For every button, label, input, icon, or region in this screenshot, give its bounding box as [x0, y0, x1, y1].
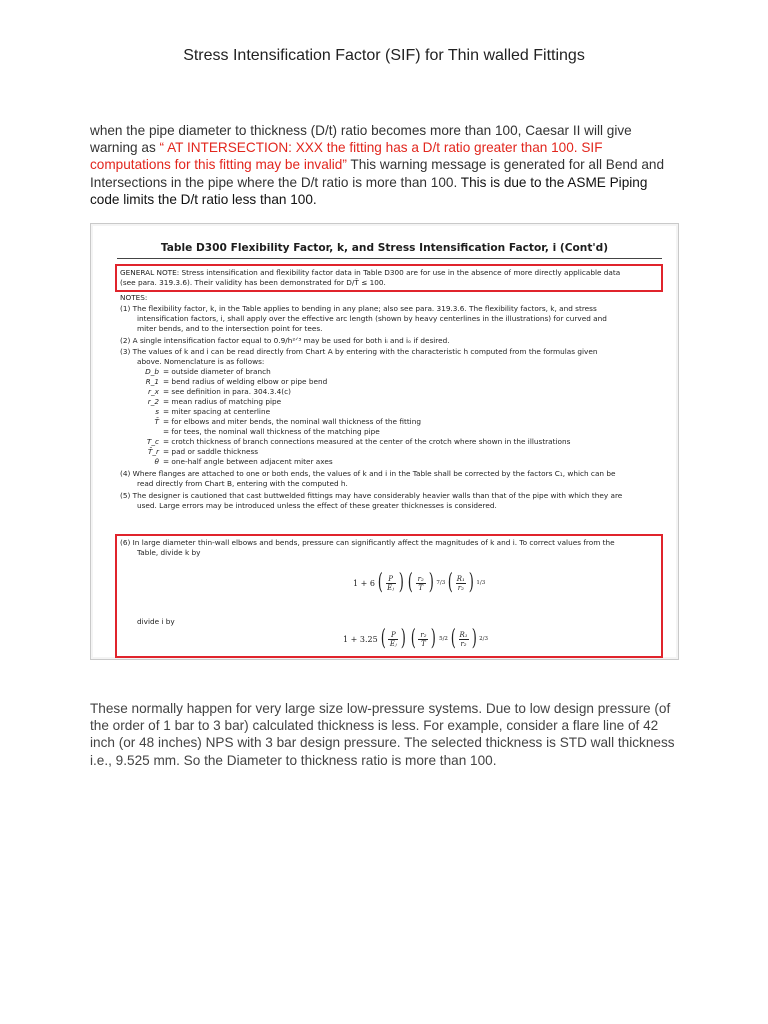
- k-correction-formula: 1 + 6 ( $\frac{P}{\text{Eⱼ}}$ ) ( $\frac{\text{r₂}}{T̄}$ ) 7/3 ( $\frac{\text{R₁}}{\text{r₂}}$ ) 1/3: [353, 570, 486, 595]
- note-3-line-2: above. Nomenclature is as follows:: [137, 357, 265, 366]
- figure-divider: [117, 258, 662, 259]
- nomenclature-row: = for tees, the nominal wall thickness of the matching pipe: [163, 427, 380, 436]
- intro-text: when the pipe diameter to thickness (D/t) ratio becomes more than 100, Caesar II will give warning as: [90, 123, 632, 156]
- intro-text-continued: This warning message is generated for all Bend and Intersections in the pipe where the D/t ratio is more than 100.: [90, 157, 665, 190]
- note-4-line-2: read directly from Chart B, entering with the computed h.: [137, 479, 348, 488]
- note-4-line-1: (4) Where flanges are attached to one or both ends, the values of k and i in the Table shall be corrected by the factors C₁, which can be: [120, 469, 616, 478]
- intro-paragraph: [90, 122, 680, 208]
- explanation-paragraph: These normally happen for very large size low-pressure systems. Due to low design pressure (of the order of 1 bar to 3 bar) calculated thickness is less. For example, consider a flare line of 42 inch (or 48 inches) NPS with 3 bar design pressure. The selected thickness is STD wall thickness i.e., 9.525 mm. So the Diameter to thickness ratio is more than 100.: [90, 701, 675, 768]
- note-1-line-1: (1) The flexibility factor, k, in the Table applies to bending in any plane; also see para. 319.3.6. The flexibility factors, k, and stress: [120, 304, 597, 313]
- nomenclature-row: θ = one-half angle between adjacent miter axes: [154, 457, 333, 466]
- note-2: (2) A single intensification factor equal to 0.9/h²ᐟ³ may be used for both iᵢ and iₒ if desired.: [120, 336, 450, 345]
- divide-i-label: divide i by: [137, 617, 175, 626]
- nomenclature-row: r_x = see definition in para. 304.3.4(c): [148, 387, 291, 396]
- nomenclature-row: D_b = outside diameter of branch: [145, 367, 271, 376]
- nomenclature-row: T_c = crotch thickness of branch connections measured at the center of the crotch where shown in the illustrations: [146, 437, 571, 446]
- nomenclature-row: s = miter spacing at centerline: [155, 407, 271, 416]
- note-5-line-2: used. Large errors may be introduced unless the effect of these greater thicknesses is considered.: [137, 501, 497, 510]
- page-title: Stress Intensification Factor (SIF) for Thin walled Fittings: [183, 47, 585, 64]
- note-3-line-1: (3) The values of k and i can be read directly from Chart A by entering with the characteristic h computed from the formulas given: [120, 347, 598, 356]
- note-5-line-1: (5) The designer is cautioned that cast buttwelded fittings may have considerably heavier walls than that of the pipe with which they are: [120, 491, 623, 500]
- notes-heading: NOTES:: [120, 293, 148, 302]
- table-d300-image: [90, 223, 679, 660]
- note-1-line-2: intensification factors, i, shall apply over the effective arc length (shown by heavy centerlines in the illustrations) for curved and: [137, 314, 607, 323]
- nomenclature-row: T̄_r = pad or saddle thickness: [147, 447, 259, 456]
- figure-title: Table D300 Flexibility Factor, k, and Stress Intensification Factor, i (Cont'd): [160, 242, 609, 254]
- general-note-line-1: GENERAL NOTE: Stress intensification and flexibility factor data in Table D300 are for use in the absence of more directly applicable data: [120, 268, 621, 277]
- warning-message: “ AT INTERSECTION: XXX the fitting has a D/t ratio greater than 100. SIF computations for this fitting may be invalid”: [90, 140, 603, 173]
- nomenclature-row: R_1 = bend radius of welding elbow or pipe bend: [145, 377, 328, 386]
- note-6-line-1: (6) In large diameter thin-wall elbows and bends, pressure can significantly affect the magnitudes of k and i. To correct values from the: [120, 538, 615, 547]
- note-1-line-3: miter bends, and to the intersection point for tees.: [137, 324, 323, 333]
- note-6-line-2: Table, divide k by: [137, 548, 201, 557]
- nomenclature-row: T̄ = for elbows and miter bends, the nominal wall thickness of the fitting: [154, 417, 421, 426]
- i-correction-formula: 1 + 3.25 ( $\frac{P}{\text{Eⱼ}}$ ) ( $\frac{\text{r₂}}{T̄}$ ) 5/2 ( $\frac{\text{R₁}}{\text{r₂}}$ ) 2/3: [343, 626, 488, 651]
- nomenclature-row: r_2 = mean radius of matching pipe: [147, 397, 282, 406]
- code-limit-text: This is due to the ASME Piping code limits the D/t ratio less than 100.: [90, 174, 648, 207]
- general-note-line-2: (see para. 319.3.6). Their validity has been demonstrated for D/T̄ ≤ 100.: [120, 278, 386, 287]
